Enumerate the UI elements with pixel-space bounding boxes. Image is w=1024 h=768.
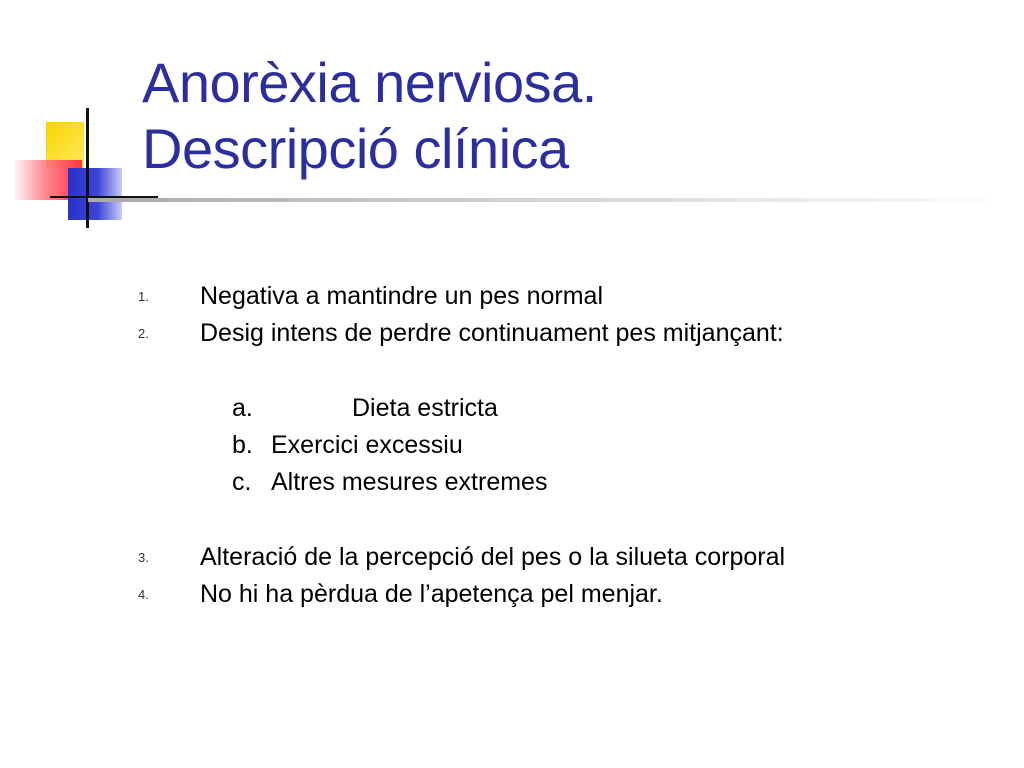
list-item: [130, 315, 990, 352]
list-item-number: 2.: [138, 326, 149, 341]
list-item-text: Negativa a mantindre un pes normal: [200, 282, 604, 310]
slide-content: [130, 278, 990, 613]
sub-list-text: Dieta estricta: [352, 394, 498, 422]
sub-list-item: [130, 464, 990, 501]
list-item-text: Alteració de la percepció del pes o la silueta corporal: [200, 543, 786, 571]
slide-title: [142, 50, 597, 182]
sub-list-label: a.: [232, 394, 253, 422]
corner-squares-graphic: [0, 0, 160, 240]
blue-square: [68, 168, 122, 220]
sub-list-item: [130, 390, 990, 427]
sub-list-label: b.: [232, 431, 253, 459]
list-item-number: 1.: [138, 289, 149, 304]
list-item: [130, 576, 990, 613]
list-item-text: No hi ha pèrdua de l’apetença pel menjar.: [200, 580, 663, 608]
title-line-2: Descripció clínica: [142, 117, 569, 180]
list-item: [130, 278, 990, 315]
list-item: [130, 539, 990, 576]
sub-list-text: Altres mesures extremes: [271, 468, 548, 496]
list-item-number: 4.: [138, 587, 149, 602]
sub-list-label: c.: [232, 468, 252, 496]
spacer: [130, 352, 990, 390]
list-item-number: 3.: [138, 550, 149, 565]
vertical-line: [86, 108, 89, 228]
spacer: [130, 501, 990, 539]
list-item-text: Desig intens de perdre continuament pes mitjançant:: [200, 319, 784, 347]
sub-list-text: Exercici excessiu: [271, 431, 463, 459]
title-line-1: Anorèxia nerviosa.: [142, 51, 597, 114]
sub-list-item: [130, 427, 990, 464]
title-underline: [88, 198, 988, 202]
